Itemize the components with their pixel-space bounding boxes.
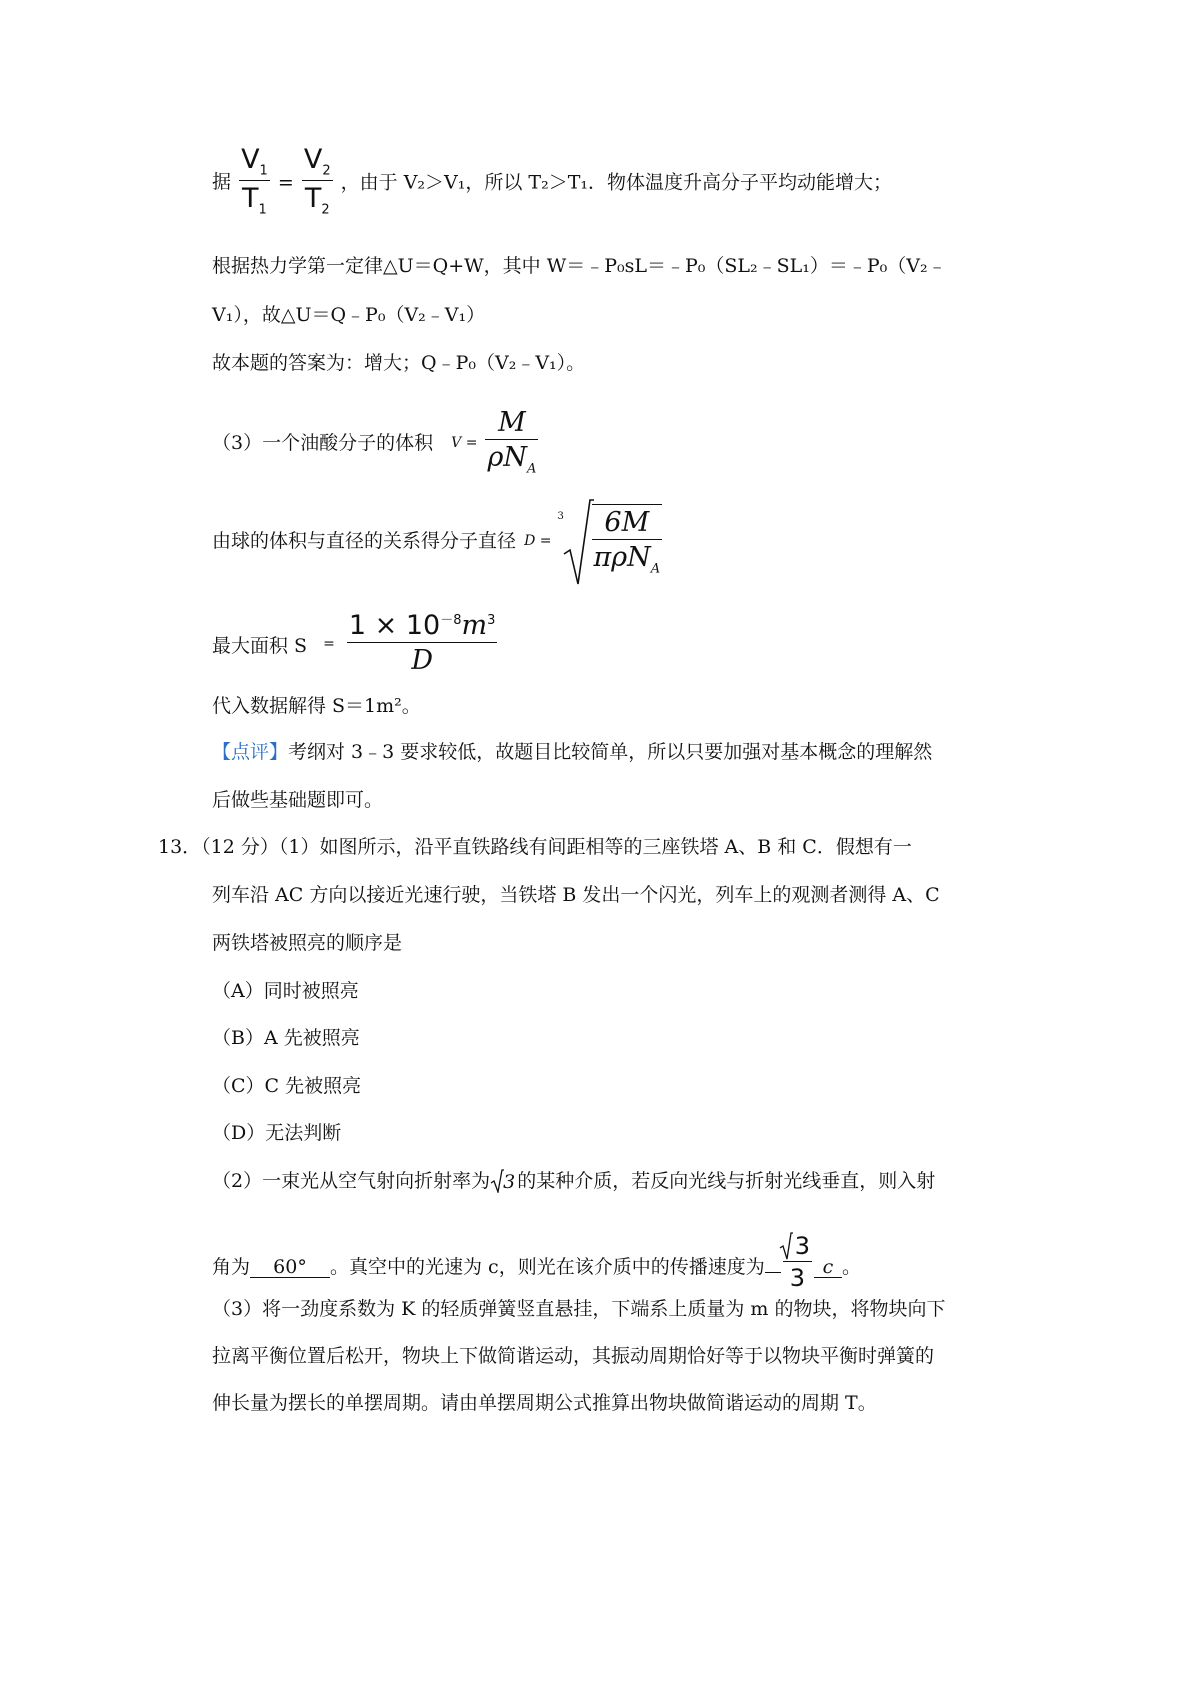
frac-num: 6M: [604, 507, 650, 538]
frac-num: [347, 612, 498, 642]
frac-num-radicand: 3: [794, 1232, 810, 1260]
frac-den: D: [347, 642, 498, 674]
frac-num: [783, 1234, 812, 1261]
frac-num-sub: 1: [259, 163, 268, 179]
fraction-area: [347, 612, 498, 674]
fraction-6m-pirhona: [592, 504, 663, 575]
line-max-area: [212, 590, 499, 676]
frac-den: 3: [783, 1261, 812, 1290]
line-ideal-gas: [212, 144, 892, 219]
fraction-m-rhona: [485, 409, 538, 475]
frac-den-sub: 1: [258, 202, 267, 218]
text-volume: （3）一个油酸分子的体积: [212, 432, 434, 455]
answer-speed-fraction: [783, 1234, 812, 1290]
frac-den: T: [242, 183, 259, 215]
option-c: （C）C 先被照亮: [212, 1075, 362, 1097]
frac-den-sub: A: [650, 561, 661, 577]
radical-sign-icon: [779, 1232, 793, 1260]
line-comment: [212, 743, 932, 762]
option-b: （B）A 先被照亮: [212, 1027, 360, 1049]
text-temperature: ，由于 V₂＞V₁，所以 T₂＞T₁．物体温度升高分子平均动能增大；: [340, 171, 892, 194]
answer-blank-angle: 60°: [250, 1258, 330, 1278]
line-molecule-volume: [212, 395, 540, 477]
option-a: （A）同时被照亮: [212, 980, 359, 1002]
sqrt-radicand: 3: [503, 1170, 516, 1193]
fraction-v2-t2: [302, 146, 333, 217]
root-index: 3: [557, 511, 564, 522]
text-max-area: 最大面积 S: [212, 635, 308, 657]
radical-sign-icon: [490, 1169, 504, 1193]
frac-den: πρN: [593, 542, 651, 573]
text-speed: 。真空中的光速为 c，则光在该介质中的传播速度为: [330, 1256, 765, 1278]
question-13-line2: 列车沿 AC 方向以接近光速行驶，当铁塔 B 发出一个闪光，列车上的观测者测得 A、C: [212, 884, 940, 906]
text-part2-post: 的某种介质，若反向光线与折射光线垂直，则入射: [517, 1170, 936, 1192]
answer-blank-lead: [765, 1272, 781, 1273]
text-prefix: 据: [212, 171, 232, 194]
frac-den: T: [304, 183, 322, 215]
formula-lhs: V =: [451, 435, 478, 452]
formula-lhs: D =: [524, 532, 552, 549]
part3-line1: （3）将一劲度系数为 K 的轻质弹簧竖直悬挂，下端系上质量为 m 的物块，将物块向下: [212, 1298, 946, 1320]
frac-num: V: [303, 144, 323, 175]
comment-tag: 【点评】: [212, 741, 289, 763]
line-answer: 故本题的答案为：增大；Q﹣P₀（V₂﹣V₁）。: [212, 352, 586, 374]
line-result: 代入数据解得 S＝1m²。: [212, 695, 421, 717]
question-13-line1: 13．（12 分）（1）如图所示，沿平直铁路线有间距相等的三座铁塔 A、B 和 C．假想有一: [158, 836, 912, 858]
text-part2-pre: （2）一束光从空气射向折射率为: [212, 1170, 491, 1192]
frac-num: M: [498, 407, 526, 438]
answer-speed-c: c: [814, 1258, 842, 1278]
frac-num-exp: －8: [440, 613, 462, 628]
cube-root: [557, 504, 665, 577]
frac-num-unit: m: [461, 610, 488, 641]
formula-lhs: =: [323, 636, 335, 652]
frac-den-sub: 2: [321, 202, 330, 218]
line-diameter: [212, 488, 664, 577]
equals-sign: =: [277, 171, 294, 194]
frac-num-unit-exp: 3: [487, 613, 496, 628]
line-first-law: 根据热力学第一定律△U＝Q+W，其中 W＝﹣P₀sL＝﹣P₀（SL₂﹣SL₁）＝﹣P₀（V₂﹣: [212, 255, 947, 277]
line-delta-u: V₁），故△U＝Q﹣P₀（V₂﹣V₁）: [212, 304, 486, 326]
fraction-v1-t1: [239, 146, 270, 217]
line-comment-cont: 后做些基础题即可。: [212, 789, 384, 811]
radical-sign-icon: [557, 498, 594, 588]
text-end: 。: [841, 1256, 861, 1278]
frac-num-base: 1 × 10: [348, 610, 441, 641]
sqrt-3: [492, 1170, 516, 1193]
text-diameter: 由球的体积与直径的关系得分子直径: [212, 529, 517, 552]
part2-line2: [212, 1212, 861, 1292]
frac-den-sub: A: [526, 461, 537, 477]
frac-den: ρN: [487, 442, 527, 473]
question-13-line3: 两铁塔被照亮的顺序是: [212, 932, 403, 954]
text-angle-pre: 角为: [212, 1256, 251, 1278]
frac-num-sub: 2: [322, 163, 331, 179]
part3-line3: 伸长量为摆长的单摆周期。请由单摆周期公式推算出物块做简谐运动的周期 T。: [212, 1392, 877, 1414]
frac-num: V: [241, 144, 260, 175]
part2-line1: [212, 1172, 935, 1192]
part3-line2: 拉离平衡位置后松开，物块上下做简谐运动，其振动周期恰好等于以物块平衡时弹簧的: [212, 1345, 935, 1367]
comment-text: 考纲对 3﹣3 要求较低，故题目比较简单，所以只要加强对基本概念的理解然: [288, 741, 933, 763]
option-d: （D）无法判断: [212, 1122, 342, 1144]
